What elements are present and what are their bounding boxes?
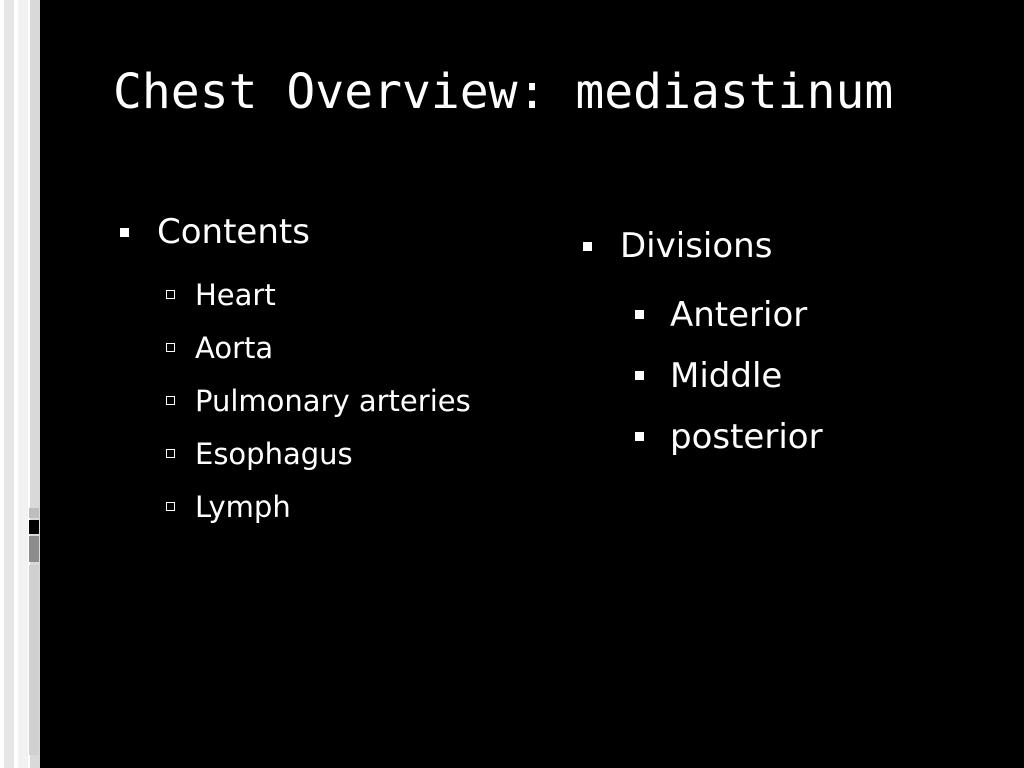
hollow-square-bullet-icon (166, 502, 175, 511)
sub-bullet-item-lymph (120, 480, 471, 533)
sub-bullet-text: posterior (670, 416, 823, 457)
sub-bullet-item-esophagus (120, 427, 471, 480)
sub-bullet-text: Esophagus (195, 436, 353, 471)
bullet-item-divisions (583, 224, 823, 268)
decorative-block (29, 565, 39, 755)
contents-column (120, 210, 471, 533)
sub-bullet-text: Anterior (670, 294, 808, 335)
bullet-text: Divisions (620, 226, 773, 266)
slide-title: Chest Overview: mediastinum (113, 64, 894, 120)
sub-bullet-text: Lymph (195, 489, 291, 524)
sub-bullet-text: Heart (195, 277, 276, 312)
hollow-square-bullet-icon (166, 290, 175, 299)
filled-square-bullet-icon (635, 310, 644, 319)
sub-bullet-text: Middle (670, 355, 783, 396)
decorative-bar (18, 0, 28, 768)
sub-bullet-item-aorta (120, 321, 471, 374)
sub-bullet-item-posterior (583, 406, 823, 467)
sub-bullet-item-middle (583, 345, 823, 406)
sub-bullet-item-pulmonary-arteries (120, 374, 471, 427)
decorative-block (29, 536, 39, 562)
left-decorative-strip (0, 0, 40, 768)
sub-bullet-text: Pulmonary arteries (195, 383, 471, 418)
bullet-text: Contents (157, 212, 310, 252)
decorative-bar (4, 0, 14, 768)
decorative-block (29, 508, 39, 518)
filled-square-bullet-icon (635, 371, 644, 380)
filled-square-bullet-icon (635, 432, 644, 441)
bullet-item-contents (120, 210, 471, 254)
hollow-square-bullet-icon (166, 396, 175, 405)
sub-bullet-item-anterior (583, 284, 823, 345)
hollow-square-bullet-icon (166, 343, 175, 352)
hollow-square-bullet-icon (166, 449, 175, 458)
filled-square-bullet-icon (583, 242, 592, 251)
filled-square-bullet-icon (120, 228, 129, 237)
sub-bullet-item-heart (120, 268, 471, 321)
divisions-column (583, 224, 823, 467)
decorative-block (29, 520, 39, 534)
sub-bullet-text: Aorta (195, 330, 274, 365)
